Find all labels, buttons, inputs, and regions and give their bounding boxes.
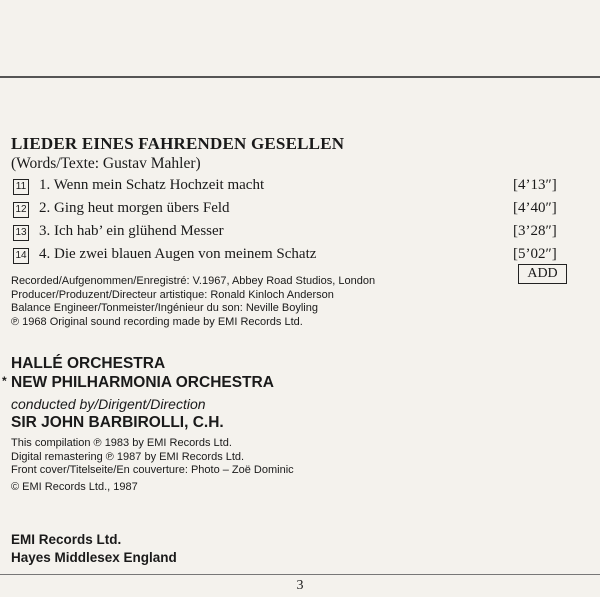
orchestra-halle: HALLÉ ORCHESTRA <box>11 355 166 372</box>
orchestra-new-philharmonia: NEW PHILHARMONIA ORCHESTRA <box>11 374 274 391</box>
credit-line: Producer/Produzent/Directeur artistique: Ronald Kinloch Anderson <box>11 288 334 301</box>
track-row <box>11 222 571 245</box>
label-line: EMI Records Ltd. <box>11 532 122 547</box>
page-number: 3 <box>296 578 304 593</box>
compilation-credits <box>11 437 294 478</box>
track-list <box>11 176 571 268</box>
track-number-box: 12 <box>13 202 29 218</box>
track-duration: [5’02″] <box>513 246 557 262</box>
compilation-line: Digital remastering ℗ 1987 by EMI Records Ltd. <box>11 450 245 463</box>
bottom-rule <box>0 574 600 575</box>
conducted-by: conducted by/Dirigent/Direction <box>11 396 206 412</box>
track-row <box>11 245 571 268</box>
track-row <box>11 199 571 222</box>
credit-line: Recorded/Aufgenommen/Enregistré: V.1967, Abbey Road Studios, London <box>11 275 376 287</box>
compilation-line: Front cover/Titelseite/En couverture: Photo – Zoë Dominic <box>11 464 294 476</box>
credit-line: ℗ 1968 Original sound recording made by EMI Records Ltd. <box>11 315 303 328</box>
track-duration: [4’40″] <box>513 200 557 216</box>
section-title: LIEDER EINES FAHRENDEN GESELLEN <box>11 134 345 153</box>
track-title: 3. Ich hab’ ein glühend Messer <box>39 223 224 239</box>
top-rule <box>0 76 600 78</box>
track-row <box>11 176 571 199</box>
label-address <box>11 531 177 567</box>
recording-credits <box>11 275 375 329</box>
credit-line: Balance Engineer/Tonmeister/Ingénieur du son: Neville Boyling <box>11 302 318 314</box>
track-title: 4. Die zwei blauen Augen von meinem Schatz <box>39 246 317 262</box>
orchestra-marker: * <box>2 374 7 388</box>
track-number-box: 14 <box>13 248 29 264</box>
track-duration: [4’13″] <box>513 177 557 193</box>
track-title: 2. Ging heut morgen übers Feld <box>39 200 230 216</box>
copyright-notice: © EMI Records Ltd., 1987 <box>11 481 138 493</box>
label-line: Hayes Middlesex England <box>11 550 177 565</box>
track-number-box: 13 <box>13 225 29 241</box>
track-title: 1. Wenn mein Schatz Hochzeit macht <box>39 177 265 193</box>
conductor-name: SIR JOHN BARBIROLLI, C.H. <box>11 414 224 431</box>
add-badge: ADD <box>518 264 567 284</box>
track-duration: [3’28″] <box>513 223 557 239</box>
compilation-line: This compilation ℗ 1983 by EMI Records Ltd. <box>11 437 232 449</box>
track-number-box: 11 <box>13 179 29 195</box>
words-credit: (Words/Texte: Gustav Mahler) <box>11 155 201 172</box>
